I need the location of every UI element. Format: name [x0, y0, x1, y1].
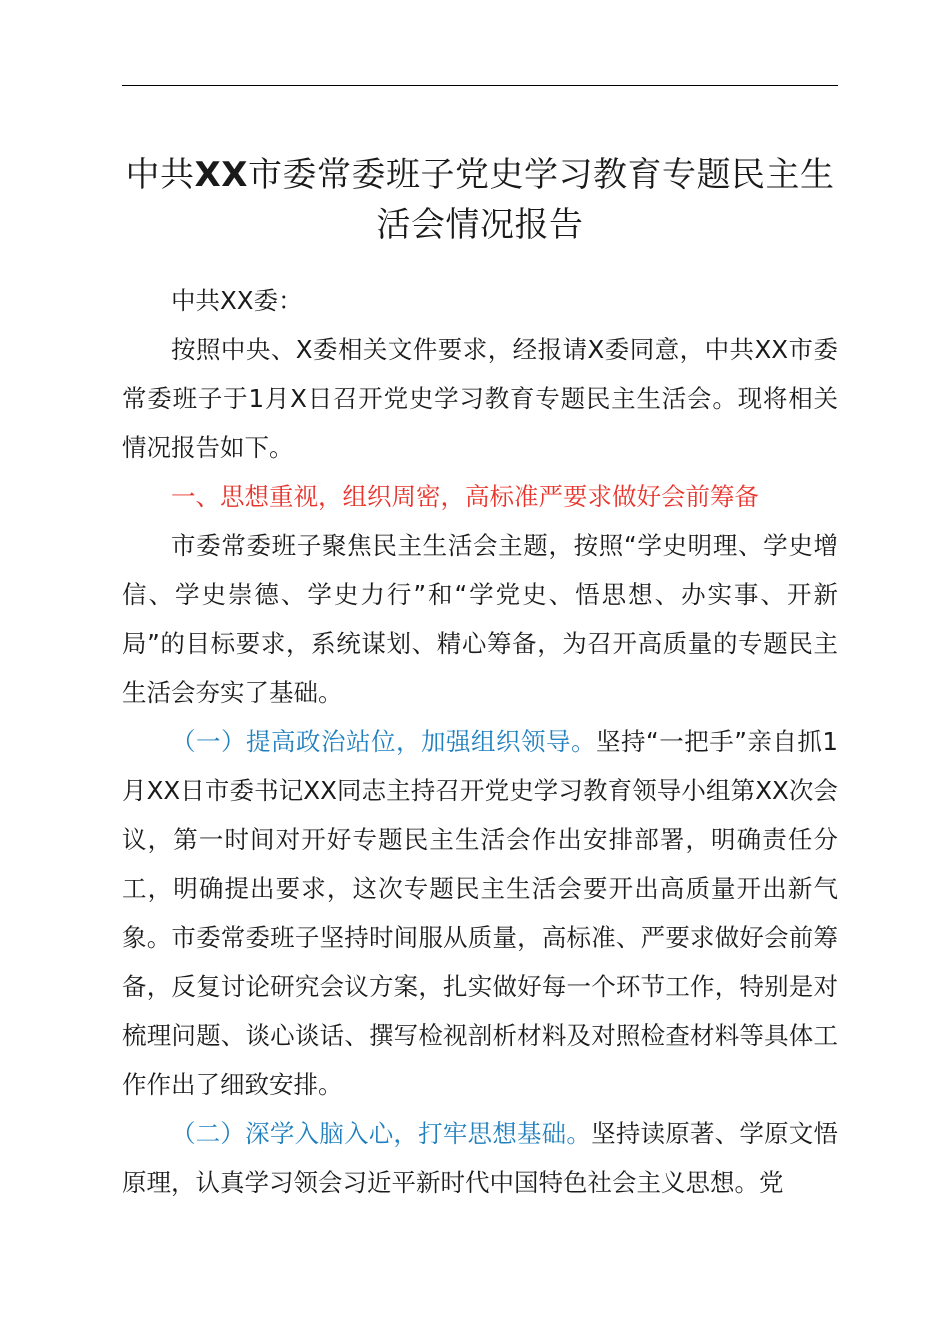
- sub2-heading: （二）深学入脑入心，打牢思想基础。: [171, 1119, 592, 1148]
- title-part2: 市委常委班子党史学习教育专题民主生活会情况报告: [247, 155, 835, 245]
- salutation: 中共XX委：: [171, 286, 303, 315]
- header-rule: [122, 85, 838, 86]
- title-part1: 中共: [125, 155, 195, 195]
- sub1-heading: （一）提高政治站位，加强组织领导。: [171, 727, 597, 756]
- sub1-paragraph: [122, 717, 838, 1109]
- title-part-bold: XX: [194, 155, 248, 195]
- sub1-body: 坚持“一把手”亲自抓1月XX日市委书记XX同志主持召开党史学习教育领导小组第XX次会议，第一时间对开好专题民主生活会作出安排部署，明确责任分工，明确提出要求，这次专题民主生活会要开出高质量开出新气象。市委常委班子坚持时间服从质量，高标准、严要求做好会前筹备，反复讨论研究会议方案，扎实做好每一个环节工作，特别是对梳理问题、谈心谈话、撰写检视剖析材料及对照检查材料等具体工作作出了细致安排。: [122, 727, 838, 1099]
- sub2-paragraph: [122, 1109, 838, 1207]
- sub2-body: 坚持读原著、学原文悟原理，认真学习领会习近平新时代中国特色社会主义思想。党: [122, 1119, 839, 1197]
- section1-heading: 一、思想重视，组织周密，高标准严要求做好会前筹备: [171, 482, 759, 511]
- document-body: [122, 276, 838, 1207]
- document-title: [110, 150, 850, 250]
- section1-paragraph: 市委常委班子聚焦民主生活会主题，按照“学史明理、学史增信、学史崇德、学史力行”和“学党史、悟思想、办实事、开新局”的目标要求，系统谋划、精心筹备，为召开高质量的专题民主生活会夯实了基础。: [122, 531, 838, 707]
- intro-paragraph: 按照中央、X委相关文件要求，经报请X委同意，中共XX市委常委班子于1月X日召开党史学习教育专题民主生活会。现将相关情况报告如下。: [122, 335, 838, 462]
